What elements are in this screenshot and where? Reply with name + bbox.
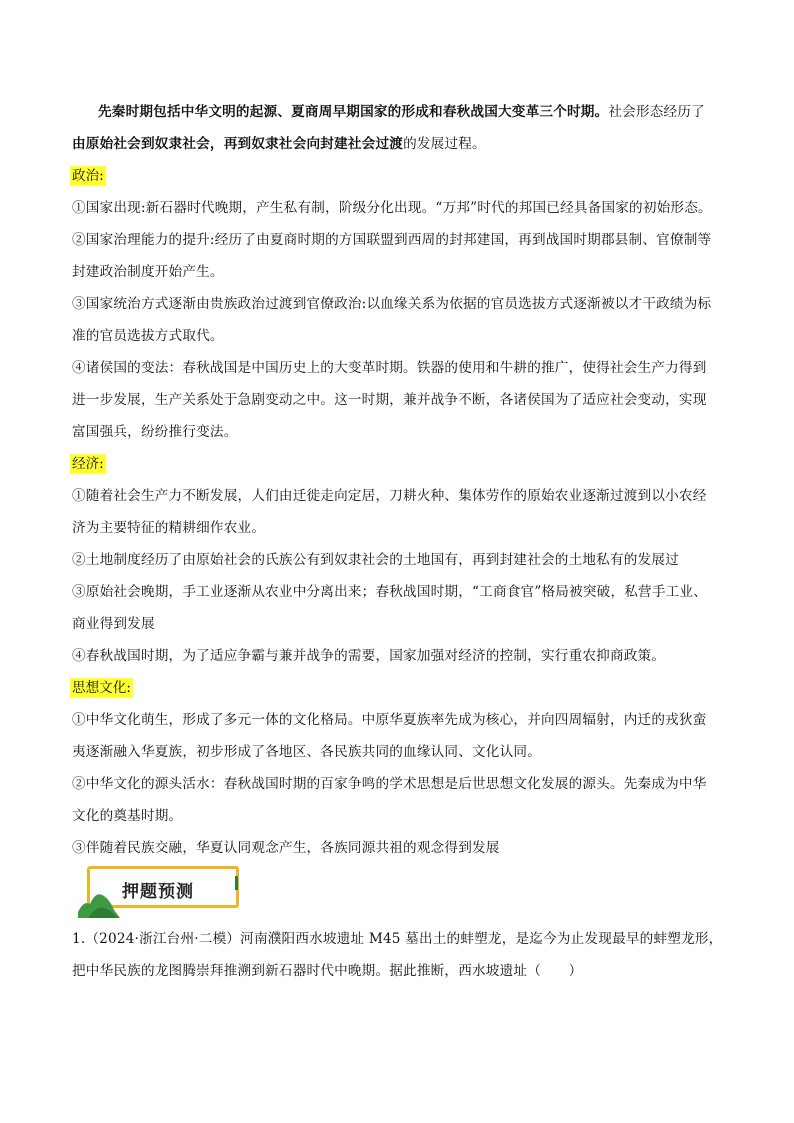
economy-line: ④春秋战国时期，为了适应争霸与兼并战争的需要，国家加强对经济的控制，实行重农抑商政策。 [72,648,666,664]
economy-line: ③原始社会晚期，手工业逐渐从农业中分离出来；春秋战国时期，“工商食官”格局被突破，私营手工业、 [72,584,708,600]
mountain-icon [78,886,120,918]
culture-line: ②中华文化的源头活水：春秋战国时期的百家争鸣的学术思想是后世思想文化发展的源头。先秦成为中华 [72,776,707,792]
banner-title: 押题预测 [122,882,194,902]
politics-heading: 政治: [72,168,104,184]
intro-line-1-rest: 社会形态经历了 [608,104,705,120]
politics-line: ②国家治理能力的提升:经历了由夏商时期的方国联盟到西周的封邦建国，再到战国时期郡县制、官僚制等 [72,232,712,248]
intro-line-1 [98,102,705,122]
politics-line: ④诸侯国的变法：春秋战国是中国历史上的大变革时期。铁器的使用和牛耕的推广，使得社会生产力得到 [72,360,707,376]
intro-line-2-bold: 由原始社会到奴隶社会，再到奴隶社会向封建社会过渡 [72,136,404,152]
intro-line-2-rest: 的发展过程。 [403,136,486,152]
economy-line: 商业得到发展 [72,616,155,632]
politics-line: ③国家统治方式逐渐由贵族政治过渡到官僚政治:以血缘关系为依据的官员选拔方式逐渐被以才干政绩为标 [72,296,712,312]
culture-line: ③伴随着民族交融，华夏认同观念产生，各族同源共祖的观念得到发展 [72,840,500,856]
economy-line: 济为主要特征的精耕细作农业。 [72,520,266,536]
politics-line: 封建政治制度开始产生。 [72,264,224,280]
politics-line: 富国强兵，纷纷推行变法。 [72,424,238,440]
intro-line-1-bold: 先秦时期包括中华文明的起源、夏商周早期国家的形成和春秋战国大变革三个时期。 [98,104,609,120]
culture-line: 文化的奠基时期。 [72,808,183,824]
economy-line: ①随着社会生产力不断发展，人们由迁徙走向定居，刀耕火种、集体劳作的原始农业逐渐过渡到以小农经 [72,488,707,504]
culture-line: ①中华文化萌生，形成了多元一体的文化格局。中原华夏族率先成为核心，并向四周辐射，内迁的戎狄蛮 [72,712,707,728]
economy-line: ②土地制度经历了由原始社会的氏族公有到奴隶社会的土地国有，再到封建社会的土地私有的发展过 [72,552,679,568]
intro-line-2 [72,134,486,154]
prediction-banner [78,862,248,918]
question-line-2: 把中华民族的龙图腾崇拜推溯到新石器时代中晚期。据此推断，西水坡遗址（ ） [72,963,583,979]
economy-heading: 经济: [72,456,104,472]
politics-line: 准的官员选拔方式取代。 [72,328,224,344]
question-line-1: 1.（2024·浙江台州·二模）河南濮阳西水坡遗址 M45 墓出土的蚌塑龙，是迄今为止发现最早的蚌塑龙形， [72,931,723,947]
culture-line: 夷逐渐融入华夏族，初步形成了各地区、各民族共同的血缘认同、文化认同。 [72,744,541,760]
banner-accent-mark [235,876,238,890]
politics-line: 进一步发展，生产关系处于急剧变动之中。这一时期，兼并战争不断，各诸侯国为了适应社会变动，实现 [72,392,707,408]
culture-heading: 思想文化: [72,680,131,696]
politics-line: ①国家出现:新石器时代晚期，产生私有制，阶级分化出现。“万邦”时代的邦国已经具备国家的初始形态。 [72,200,712,216]
